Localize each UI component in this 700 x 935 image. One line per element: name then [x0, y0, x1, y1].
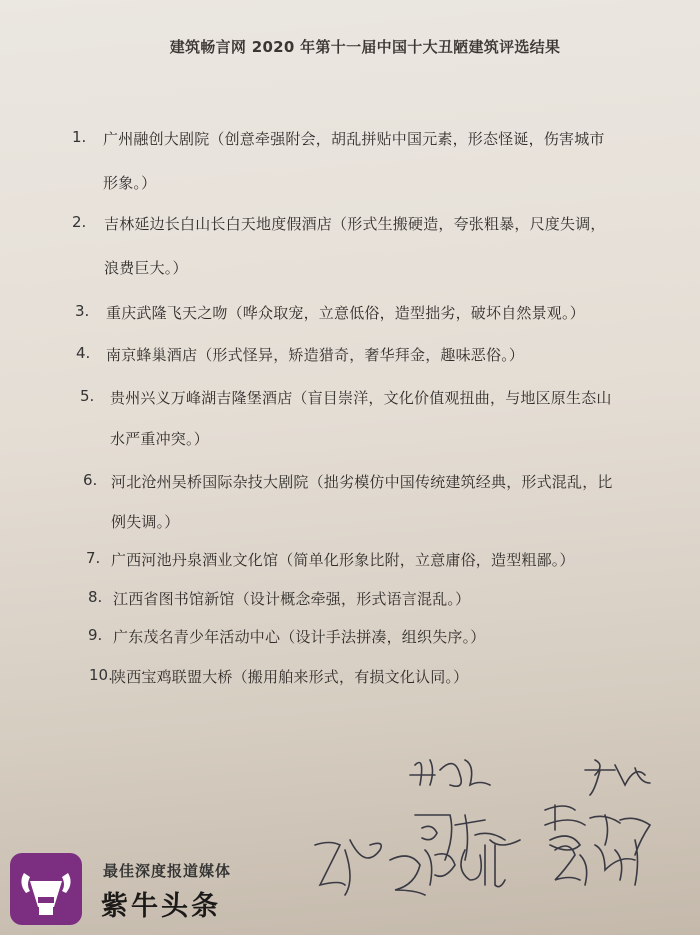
list-item-text: 浪费巨大。）: [104, 259, 188, 277]
list-item-text: 吉林延边长白山长白天地度假酒店（形式生搬硬造，夸张粗暴，尺度失调，: [104, 215, 606, 233]
signature: [585, 760, 650, 795]
list-item-text: 江西省图书馆新馆（设计概念牵强，形式语言混乱。）: [113, 590, 471, 608]
zniu-logo: [10, 853, 82, 925]
list-item-text: 例失调。）: [111, 513, 180, 531]
item-number: 5.: [80, 387, 95, 405]
item-number: 9.: [88, 626, 103, 644]
list-item-text: 广州融创大剧院（创意牵强附会，胡乱拼贴中国元素，形态怪诞，伤害城市: [103, 130, 605, 148]
item-number: 8.: [88, 588, 103, 606]
signatures: [290, 740, 690, 920]
list-item-text: 水严重冲突。）: [110, 430, 209, 448]
signature: [410, 760, 490, 786]
list-item-text: 陕西宝鸡联盟大桥（搬用舶来形式，有损文化认同。）: [111, 668, 469, 686]
item-number: 6.: [83, 471, 98, 489]
item-number: 4.: [76, 344, 91, 362]
document-title: 建筑畅言网 2020 年第十一届中国十大丑陋建筑评选结果: [169, 38, 561, 56]
list-item-text: 南京蜂巢酒店（形式怪异，矫造猎奇，奢华拜金，趣味恶俗。）: [106, 346, 525, 364]
signature: [315, 840, 381, 895]
item-number: 10.: [89, 666, 113, 684]
watermark-brand: 紫牛头条: [101, 891, 221, 922]
list-item-text: 重庆武隆飞天之吻（哗众取宠，立意低俗，造型拙劣，破坏自然景观。）: [106, 304, 585, 322]
signature: [555, 840, 638, 885]
watermark-slogan: 最佳深度报道媒体: [103, 862, 232, 880]
item-number: 7.: [86, 549, 101, 567]
item-number: 3.: [75, 302, 90, 320]
list-item-text: 贵州兴义万峰湖吉隆堡酒店（盲目崇洋，文化价值观扭曲，与地区原生态山: [110, 389, 612, 407]
signature: [415, 815, 520, 860]
bull-icon: [10, 853, 82, 925]
list-item-text: 河北沧州吴桥国际杂技大剧院（拙劣模仿中国传统建筑经典，形式混乱，比: [111, 473, 613, 491]
item-number: 1.: [72, 128, 87, 146]
list-item-text: 形象。）: [103, 174, 157, 192]
list-item-text: 广东茂名青少年活动中心（设计手法拼凑，组织失序。）: [113, 628, 486, 646]
list-item-text: 广西河池丹泉酒业文化馆（简单化形象比附，立意庸俗，造型粗鄙。）: [111, 551, 575, 569]
item-number: 2.: [72, 213, 87, 231]
